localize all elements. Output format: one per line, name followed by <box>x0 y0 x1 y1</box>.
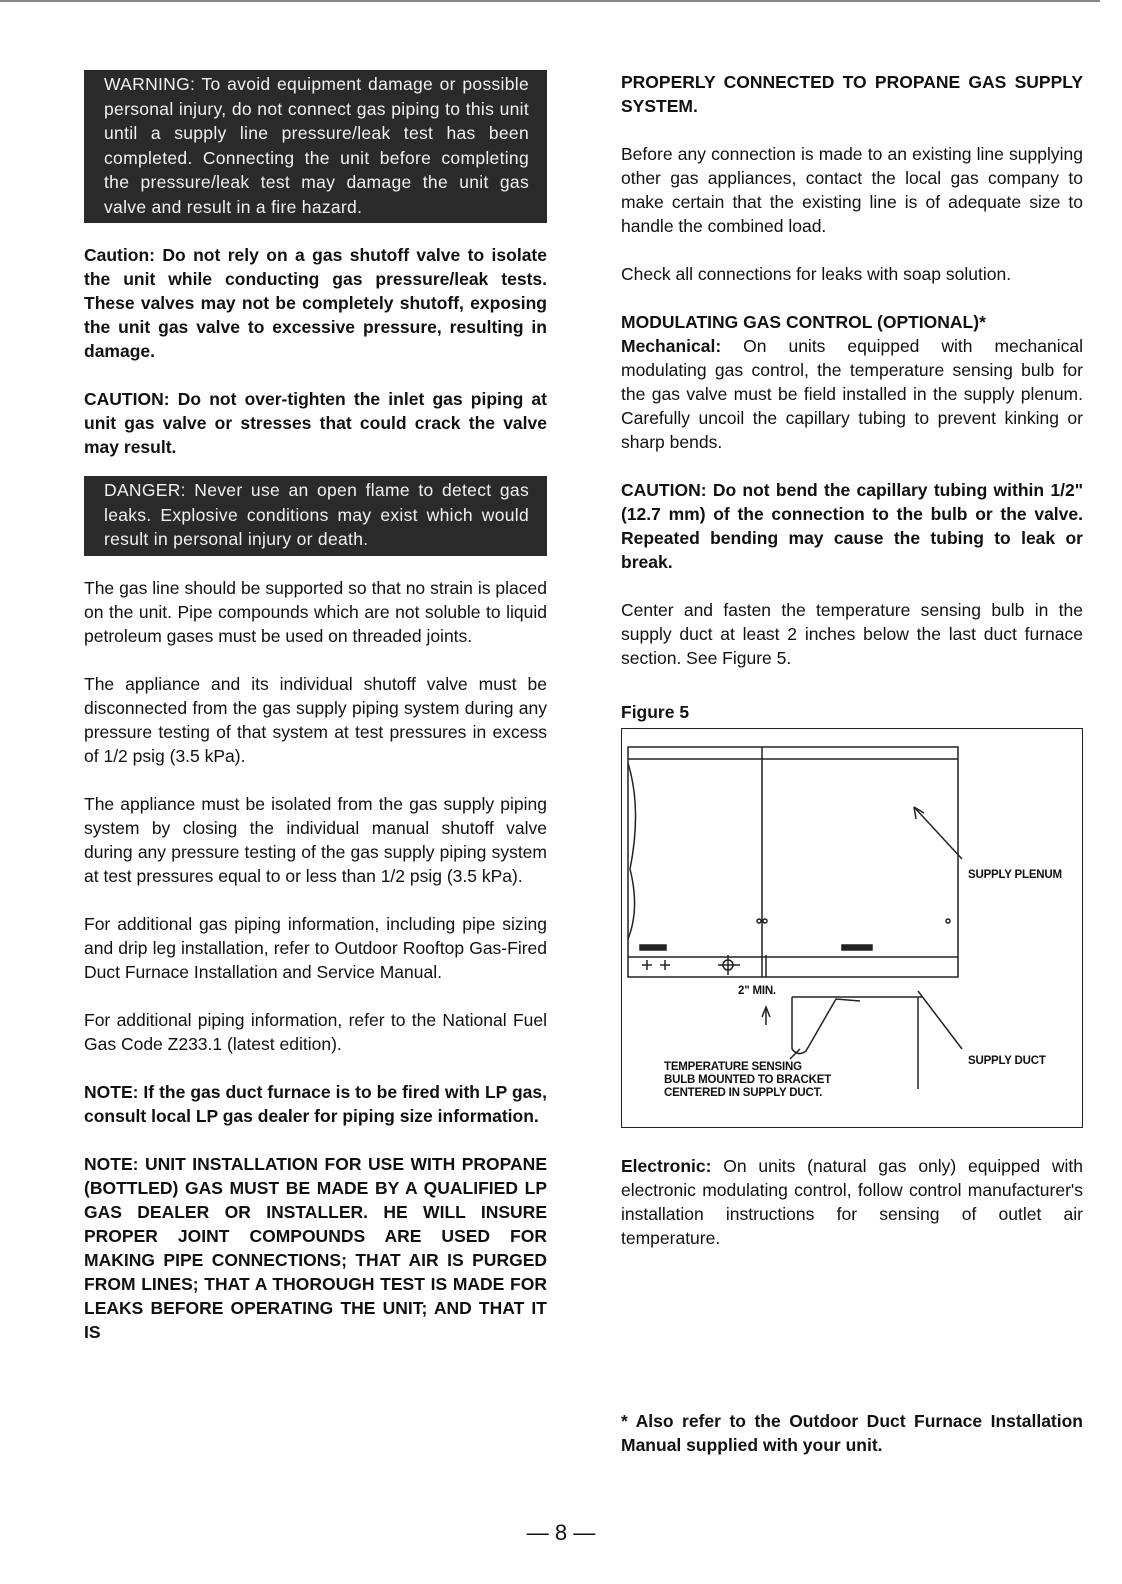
note-lp-gas: NOTE: If the gas duct furnace is to be fired with LP gas, consult local LP gas dealer for piping size information. <box>84 1081 547 1126</box>
control-bar-right <box>842 945 872 950</box>
plenum-leader <box>914 807 962 859</box>
section-heading: MODULATING GAS CONTROL (OPTIONAL)* <box>621 312 986 332</box>
caution-capillary: CAUTION: Do not bend the capillary tubing within 1/2" (12.7 mm) of the connection to the bulb or the valve. Repeated bending may cause the tubing to leak or break. <box>621 480 1083 572</box>
bolt-1 <box>757 919 761 923</box>
page-number: — 8 — <box>526 1520 596 1545</box>
footnote: * Also refer to the Outdoor Duct Furnace Installation Manual supplied with your unit. <box>621 1411 1083 1455</box>
warning-box: WARNING: To avoid equipment damage or possible personal injury, do not connect gas piping to this unit until a supply line pressure/leak test has been completed. Connecting the unit before completing the pressure/leak test may damage the unit gas valve and result in a fire hazard. <box>84 70 547 223</box>
electronic-label: Electronic: <box>621 1156 712 1176</box>
electronic-text: On units (natural gas only) equipped with electronic modulating control, follow control manufacturer's installation instructions for sensing of outlet air temperature. <box>621 1156 1083 1248</box>
mechanical-label: Mechanical: <box>621 336 722 356</box>
para-gas-line-support: The gas line should be supported so that no strain is placed on the unit. Pipe compounds which are not soluble to liquid petroleum gases must be used on threaded joints. <box>84 577 547 646</box>
duct-leader <box>918 991 962 1049</box>
furnace-break-line <box>628 763 636 939</box>
bolt-2 <box>763 919 767 923</box>
figure-5-diagram <box>621 728 1083 1128</box>
para-disconnect-appliance: The appliance and its individual shutoff valve must be disconnected from the gas supply piping system during any pressure testing of that system at test pressures in excess of 1/2 psig (3.5 kPa). <box>84 673 547 766</box>
para-national-fuel-gas-code: For additional piping information, refer to the National Fuel Gas Code Z233.1 (latest edition). <box>84 1009 547 1054</box>
para-additional-piping: For additional gas piping information, including pipe sizing and drip leg installation, refer to Outdoor Rooftop Gas-Fired Duct Furnace Installation and Service Manual. <box>84 913 547 982</box>
left-column <box>84 70 547 1344</box>
furnace-outline <box>628 747 958 977</box>
continued-text: PROPERLY CONNECTED TO PROPANE GAS SUPPLY SYSTEM. <box>621 72 1083 116</box>
note-propane-installation: NOTE: UNIT INSTALLATION FOR USE WITH PROPANE (BOTTLED) GAS MUST BE MADE BY A QUALIFIED LP GAS DEALER OR INSTALLER. HE WILL INSURE PROPER JOINT COMPOUNDS ARE USED FOR MAKING PIPE CONNECTIONS; THAT AIR IS PURGED FROM LINES; THAT A THOROUGH TEST IS MADE FOR LEAKS BEFORE OPERATING THE UNIT; AND THAT IT IS <box>84 1153 547 1342</box>
para-electronic <box>621 1154 1083 1250</box>
mechanical-text: On units equipped with mechanical modulating gas control, the temperature sensing bulb for the gas valve must be field installed in the supply plenum. Carefully uncoil the capillary tubing to prevent kinking or sharp bends. <box>621 336 1083 452</box>
bolt-3 <box>946 919 950 923</box>
label-supply-duct: SUPPLY DUCT <box>968 1055 1046 1067</box>
figure-title: Figure 5 <box>621 702 690 722</box>
control-bar-left <box>640 945 666 950</box>
right-column <box>621 70 1083 1250</box>
danger-box: DANGER: Never use an open flame to detect gas leaks. Explosive conditions may exist which would result in personal injury or death. <box>84 476 547 556</box>
label-2-min: 2" MIN. <box>738 985 776 997</box>
sensing-bulb-bracket <box>792 999 860 1054</box>
label-sensing-bulb: TEMPERATURE SENSING BULB MOUNTED TO BRACKET CENTERED IN SUPPLY DUCT. <box>664 1061 832 1099</box>
para-check-leaks: Check all connections for leaks with soap solution. <box>621 264 1012 284</box>
label-supply-plenum: SUPPLY PLENUM <box>968 869 1062 881</box>
caution-over-tighten: CAUTION: Do not over-tighten the inlet gas piping at unit gas valve or stresses that could crack the valve may result. <box>84 389 547 457</box>
para-isolate-appliance: The appliance must be isolated from the gas supply piping system by closing the individual manual shutoff valve during any pressure testing of the gas supply piping system at test pressures equal to or less than 1/2 psig (3.5 kPa). <box>84 793 547 886</box>
caution-shutoff-valve: Caution: Do not rely on a gas shutoff valve to isolate the unit while conducting gas pressure/leak tests. These valves may not be completely shutoff, exposing the unit gas valve to excessive pressure, resulting in damage. <box>84 245 547 361</box>
para-existing-line: Before any connection is made to an existing line supplying other gas appliances, contact the local gas company to make certain that the existing line is of adequate size to handle the combined load. <box>621 144 1083 236</box>
para-mechanical <box>621 334 1083 454</box>
para-center-bulb: Center and fasten the temperature sensing bulb in the supply duct at least 2 inches below the last duct furnace section. See Figure 5. <box>621 600 1083 668</box>
top-rule <box>0 0 1100 2</box>
